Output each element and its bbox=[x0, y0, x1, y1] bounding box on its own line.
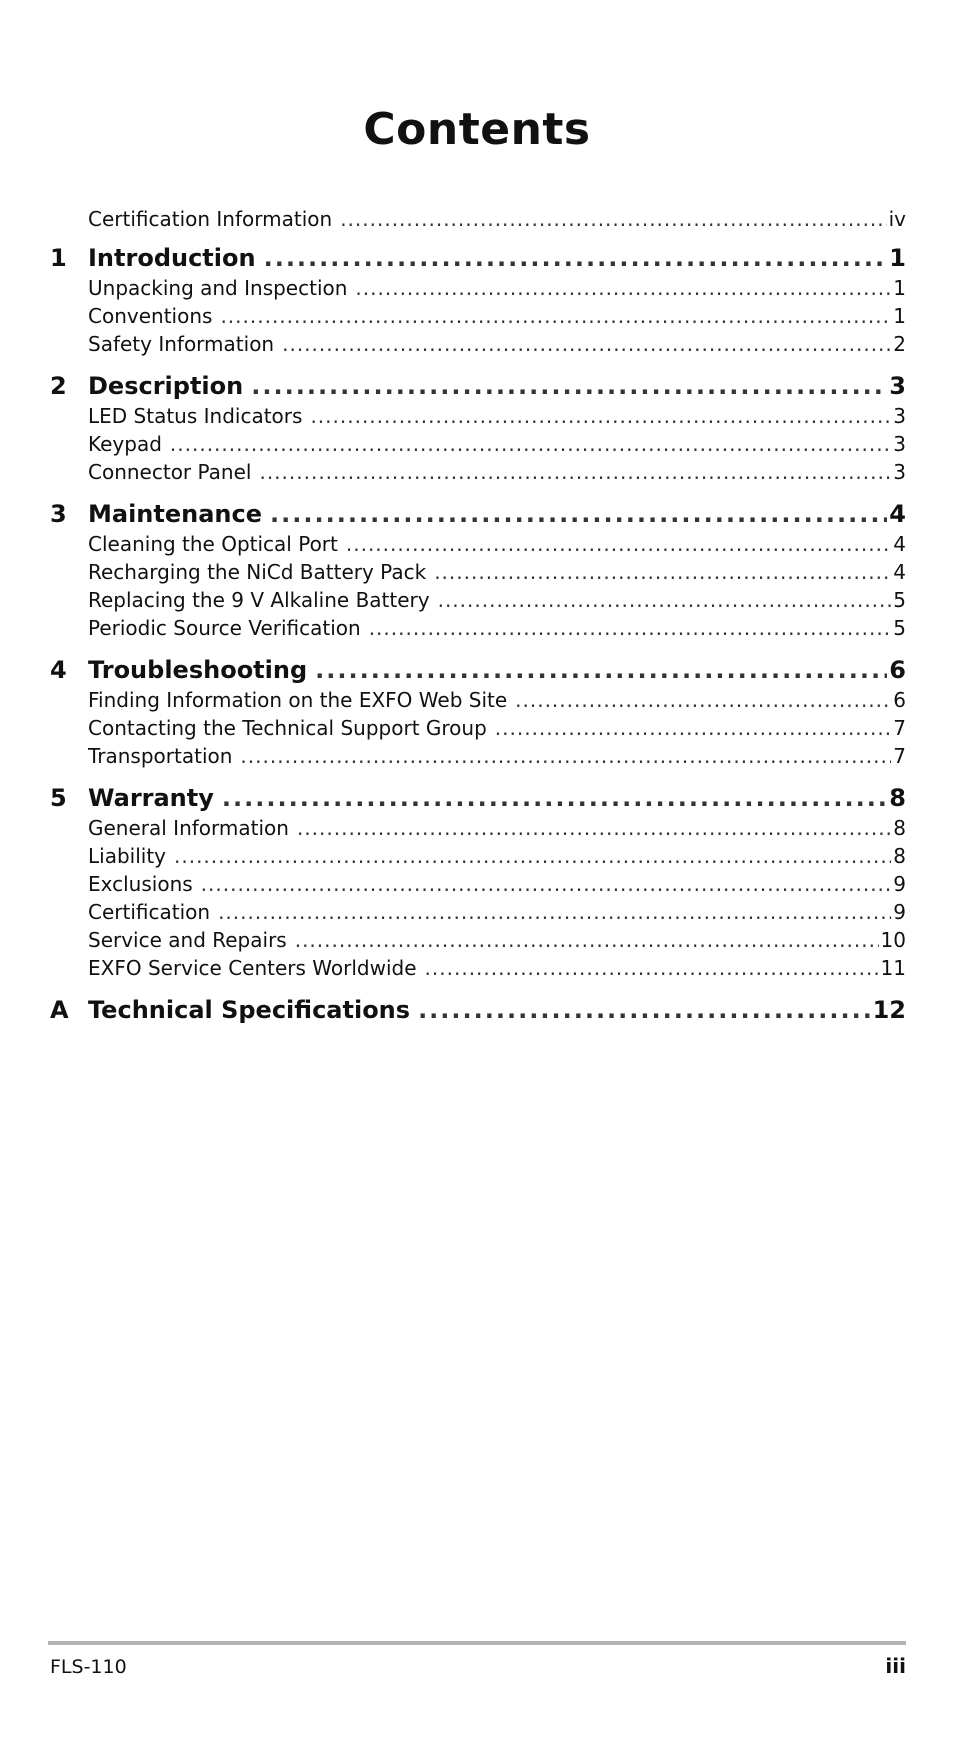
toc-entry-title: Warranty bbox=[88, 784, 214, 812]
toc-section-entry[interactable] bbox=[0, 586, 954, 616]
toc-entry-line bbox=[88, 783, 906, 813]
toc-page-number: 4 bbox=[893, 560, 906, 584]
toc-entry-title: Exclusions bbox=[88, 872, 193, 896]
toc-page-number: 8 bbox=[889, 784, 906, 812]
toc-entry-title: Troubleshooting bbox=[88, 656, 308, 684]
toc-entry-line bbox=[88, 558, 906, 586]
toc-entry-title: General Information bbox=[88, 816, 289, 840]
toc-entry-title: LED Status Indicators bbox=[88, 404, 303, 428]
page-title: Contents bbox=[363, 104, 591, 155]
toc-entry-line bbox=[88, 842, 906, 870]
toc-entry-title: Description bbox=[88, 372, 244, 400]
toc-page-number: 3 bbox=[893, 460, 906, 484]
toc-entry-line bbox=[88, 530, 906, 558]
toc-dot-leader bbox=[170, 430, 891, 458]
toc-dot-leader bbox=[346, 530, 891, 558]
toc-page-number: 6 bbox=[893, 688, 906, 712]
toc-section-entry[interactable] bbox=[0, 402, 954, 432]
toc-page-number: 12 bbox=[872, 996, 906, 1024]
toc-page-number: 1 bbox=[889, 244, 906, 272]
toc-dot-leader bbox=[222, 783, 887, 813]
toc-chapter-number: 3 bbox=[50, 500, 67, 528]
toc-chapter-entry[interactable] bbox=[0, 243, 954, 273]
toc-page-number: 8 bbox=[893, 844, 906, 868]
toc-dot-leader bbox=[295, 926, 879, 954]
toc-page-number: 1 bbox=[893, 304, 906, 328]
toc-section-entry[interactable] bbox=[0, 842, 954, 872]
toc-section-entry[interactable] bbox=[0, 530, 954, 560]
toc-entry-line bbox=[88, 870, 906, 898]
toc-dot-leader bbox=[355, 274, 891, 302]
toc-entry-line bbox=[88, 458, 906, 486]
toc-entry-line bbox=[88, 371, 906, 401]
toc-chapter-number: 1 bbox=[50, 244, 67, 272]
toc-entry-title: Replacing the 9 V Alkaline Battery bbox=[88, 588, 430, 612]
toc-dot-leader bbox=[340, 205, 886, 233]
toc-entry-title: Keypad bbox=[88, 432, 162, 456]
toc-entry-line bbox=[88, 814, 906, 842]
toc-chapter-entry[interactable] bbox=[0, 499, 954, 529]
toc-entry-title: Service and Repairs bbox=[88, 928, 287, 952]
toc-entry-title: Periodic Source Verification bbox=[88, 616, 361, 640]
toc-chapter-number: 5 bbox=[50, 784, 67, 812]
toc-section-entry[interactable] bbox=[0, 205, 954, 235]
toc-entry-line bbox=[88, 330, 906, 358]
toc-entry-title: Connector Panel bbox=[88, 460, 252, 484]
toc-entry-line bbox=[88, 954, 906, 982]
toc-page-number: 9 bbox=[893, 872, 906, 896]
toc-section-entry[interactable] bbox=[0, 302, 954, 332]
toc-entry-line bbox=[88, 614, 906, 642]
toc-chapter-number: 2 bbox=[50, 372, 67, 400]
toc-page-number: 5 bbox=[893, 616, 906, 640]
toc-entry-line bbox=[88, 686, 906, 714]
toc-dot-leader bbox=[310, 402, 891, 430]
toc-page-number: 2 bbox=[893, 332, 906, 356]
toc-entry-line bbox=[88, 302, 906, 330]
toc-dot-leader bbox=[218, 898, 891, 926]
toc-dot-leader bbox=[315, 655, 887, 685]
toc-section-entry[interactable] bbox=[0, 558, 954, 588]
toc-page-number: 5 bbox=[893, 588, 906, 612]
toc-page-number: 4 bbox=[893, 532, 906, 556]
toc-page-number: 7 bbox=[893, 744, 906, 768]
toc-dot-leader bbox=[425, 954, 879, 982]
toc-entry-line bbox=[88, 586, 906, 614]
toc-entry-title: Maintenance bbox=[88, 500, 263, 528]
toc-dot-leader bbox=[369, 614, 892, 642]
toc-page-number: 1 bbox=[893, 276, 906, 300]
toc-page-number: 6 bbox=[889, 656, 906, 684]
toc-entry-title: Certification Information bbox=[88, 207, 333, 231]
toc-dot-leader bbox=[270, 499, 887, 529]
toc-chapter-entry[interactable] bbox=[0, 783, 954, 813]
toc-section-entry[interactable] bbox=[0, 898, 954, 928]
toc-entry-title: Technical Specifications bbox=[88, 996, 411, 1024]
toc-entry-line bbox=[88, 402, 906, 430]
footer-divider bbox=[48, 1641, 906, 1645]
toc-entry-line bbox=[88, 205, 906, 233]
toc-entry-line bbox=[88, 430, 906, 458]
toc-entry-title: Unpacking and Inspection bbox=[88, 276, 348, 300]
toc-page-number: 3 bbox=[893, 404, 906, 428]
toc-chapter-number: A bbox=[50, 996, 69, 1024]
toc-chapter-entry[interactable] bbox=[0, 371, 954, 401]
footer-page-number: iii bbox=[885, 1654, 906, 1678]
toc-entry-line bbox=[88, 714, 906, 742]
toc-page-number: 4 bbox=[889, 500, 906, 528]
toc-entry-line bbox=[88, 926, 906, 954]
toc-dot-leader bbox=[220, 302, 891, 330]
toc-entry-title: Recharging the NiCd Battery Pack bbox=[88, 560, 427, 584]
toc-chapter-entry[interactable] bbox=[0, 655, 954, 685]
toc-entry-title: Finding Information on the EXFO Web Site bbox=[88, 688, 508, 712]
toc-section-entry[interactable] bbox=[0, 430, 954, 460]
toc-entry-line bbox=[88, 243, 906, 273]
toc-entry-title: Introduction bbox=[88, 244, 256, 272]
toc-entry-title: Contacting the Technical Support Group bbox=[88, 716, 487, 740]
toc-section-entry[interactable] bbox=[0, 458, 954, 488]
toc-dot-leader bbox=[259, 458, 891, 486]
toc-dot-leader bbox=[282, 330, 891, 358]
toc-entry-title: Transportation bbox=[88, 744, 233, 768]
toc-dot-leader bbox=[418, 995, 871, 1025]
toc-chapter-number: 4 bbox=[50, 656, 67, 684]
toc-dot-leader bbox=[434, 558, 891, 586]
footer-product-name: FLS-110 bbox=[50, 1656, 127, 1678]
toc-entry-line bbox=[88, 274, 906, 302]
toc-dot-leader bbox=[495, 714, 891, 742]
toc-section-entry[interactable] bbox=[0, 954, 954, 984]
toc-entry-title: Liability bbox=[88, 844, 166, 868]
toc-entry-line bbox=[88, 742, 906, 770]
toc-entry-line bbox=[88, 499, 906, 529]
toc-section-entry[interactable] bbox=[0, 742, 954, 772]
toc-page-number: 3 bbox=[893, 432, 906, 456]
toc-entry-line bbox=[88, 995, 906, 1025]
toc-entry-title: Conventions bbox=[88, 304, 213, 328]
toc-page-number: 7 bbox=[893, 716, 906, 740]
toc-entry-title: Cleaning the Optical Port bbox=[88, 532, 338, 556]
toc-page-number: iv bbox=[888, 207, 906, 231]
toc-section-entry[interactable] bbox=[0, 870, 954, 900]
toc-entry-title: Safety Information bbox=[88, 332, 275, 356]
toc-dot-leader bbox=[251, 371, 887, 401]
toc-page-number: 10 bbox=[880, 928, 906, 952]
toc-dot-leader bbox=[264, 243, 888, 273]
toc-page-number: 3 bbox=[889, 372, 906, 400]
toc-chapter-entry[interactable] bbox=[0, 995, 954, 1025]
toc-dot-leader bbox=[240, 742, 891, 770]
toc-section-entry[interactable] bbox=[0, 926, 954, 956]
toc-page-number: 11 bbox=[880, 956, 906, 980]
toc-dot-leader bbox=[297, 814, 891, 842]
toc-section-entry[interactable] bbox=[0, 686, 954, 716]
toc-dot-leader bbox=[201, 870, 892, 898]
toc-entry-line bbox=[88, 655, 906, 685]
toc-section-entry[interactable] bbox=[0, 330, 954, 360]
toc-entry-title: EXFO Service Centers Worldwide bbox=[88, 956, 417, 980]
toc-dot-leader bbox=[438, 586, 892, 614]
toc-section-entry[interactable] bbox=[0, 814, 954, 844]
toc-page-number: 9 bbox=[893, 900, 906, 924]
toc-section-entry[interactable] bbox=[0, 714, 954, 744]
toc-entry-title: Certification bbox=[88, 900, 211, 924]
toc-dot-leader bbox=[515, 686, 891, 714]
toc-section-entry[interactable] bbox=[0, 274, 954, 304]
toc-page-number: 8 bbox=[893, 816, 906, 840]
toc-entry-line bbox=[88, 898, 906, 926]
toc-dot-leader bbox=[174, 842, 891, 870]
toc-section-entry[interactable] bbox=[0, 614, 954, 644]
